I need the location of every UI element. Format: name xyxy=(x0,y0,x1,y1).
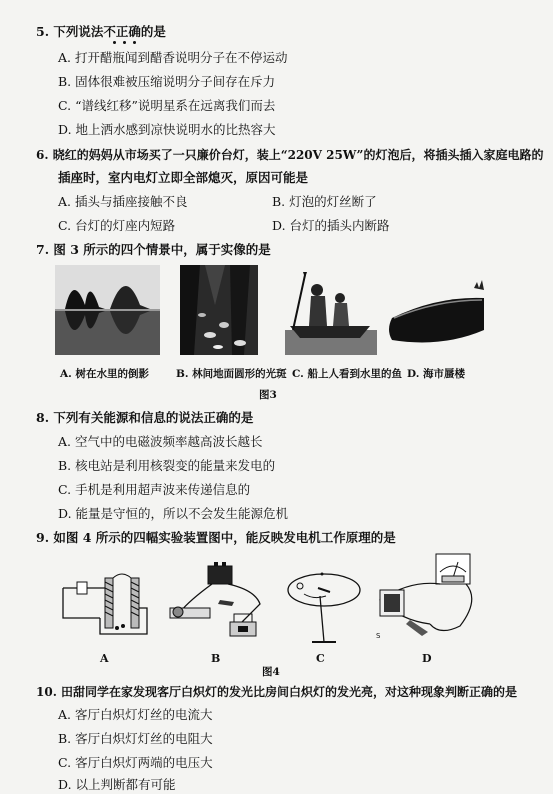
q9-label-c: C xyxy=(316,652,325,665)
q8-option-d: D. 能量是守恒的，所以不会发生能源危机 xyxy=(58,506,289,521)
q10-option-b: B. 客厅白炽灯灯丝的电阻大 xyxy=(58,731,213,746)
q6-option-a: A. 插头与插座接触不良 xyxy=(58,194,188,209)
q9-label-b: B xyxy=(211,652,221,665)
q6-option-c: C. 台灯的灯座内短路 xyxy=(58,218,176,233)
emphasis-dot xyxy=(113,41,116,44)
q7-caption-a: A. 树在水里的倒影 xyxy=(60,368,149,380)
q8-option-a: A. 空气中的电磁波频率越高波长越长 xyxy=(58,434,263,449)
emphasis-dot xyxy=(133,41,136,44)
q6-stem-line2: 插座时，室内电灯立即全部熄灭，原因可能是 xyxy=(58,170,309,185)
q5-option-a: A. 打开醋瓶闻到醋香说明分子在不停运动 xyxy=(58,50,288,65)
q7-caption-b: B. 林间地面圆形的光斑 xyxy=(176,368,287,380)
figure-3b-forest-light-spots xyxy=(180,265,258,355)
svg-text:S: S xyxy=(376,632,381,640)
q6-option-d: D. 台灯的插头内断路 xyxy=(272,218,390,233)
q7-stem: 7. 图 3 所示的四个情景中，属于实像的是 xyxy=(36,242,271,257)
q5-stem: 5. 下列说法不正确的是 xyxy=(36,24,166,39)
q6-option-b: B. 灯泡的灯丝断了 xyxy=(272,194,377,209)
q8-option-c: C. 手机是利用超声波来传递信息的 xyxy=(58,482,251,497)
figure-4b-motor-battery xyxy=(160,560,270,645)
q9-stem: 9. 如图 4 所示的四幅实验装置图中，能反映发电机工作原理的是 xyxy=(36,530,396,545)
q7-caption-c: C. 船上人看到水里的鱼 xyxy=(292,368,402,380)
q8-option-b: B. 核电站是利用核裂变的能量来发电的 xyxy=(58,458,276,473)
figure-4d-galvanometer-coil xyxy=(370,550,480,650)
q10-option-c: C. 客厅白炽灯两端的电压大 xyxy=(58,755,213,770)
q10-stem: 10. 田甜同学在家发现客厅白炽灯的发光比房间白炽灯的发光亮，对这种现象判断正确的是 xyxy=(36,685,518,699)
figure-4a-electromagnet-circuit xyxy=(55,568,155,640)
q8-stem: 8. 下列有关能源和信息的说法正确的是 xyxy=(36,410,254,425)
q10-option-a: A. 客厅白炽灯灯丝的电流大 xyxy=(58,707,213,722)
q5-option-d: D. 地上洒水感到凉快说明水的比热容大 xyxy=(58,122,276,137)
q7-caption-d: D. 海市蜃楼 xyxy=(407,368,466,380)
q5-option-c: C. “谱线红移”说明星系在远离我们而去 xyxy=(58,98,276,113)
q9-label-d: D xyxy=(422,652,432,665)
emphasis-dot xyxy=(123,41,126,44)
figure-4-label: 图4 xyxy=(262,666,280,678)
q5-option-b: B. 固体很难被压缩说明分子间存在斥力 xyxy=(58,74,276,89)
figure-3-label: 图3 xyxy=(259,389,277,401)
q6-stem: 6. 晓红的妈妈从市场买了一只廉价台灯，装上“220V 25W”的灯泡后，将插头插入家庭电路的 xyxy=(36,148,544,162)
figure-3c-boat-fishing xyxy=(285,270,377,355)
q9-label-a: A xyxy=(100,652,109,665)
figure-3d-mirage xyxy=(382,278,492,348)
figure-4c-compass-wire xyxy=(284,566,364,646)
figure-3a-tree-reflection xyxy=(55,265,160,355)
q10-option-d: D. 以上判断都有可能 xyxy=(58,777,176,792)
